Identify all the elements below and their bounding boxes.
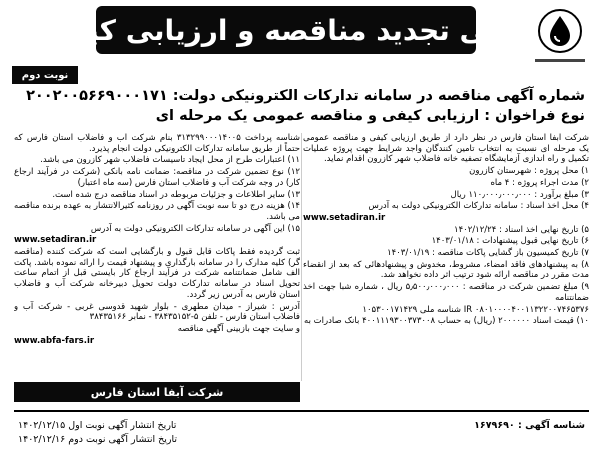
first-publish-date: تاریخ انتشار آگهی نوبت اول ۱۴۰۲/۱۲/۱۵ xyxy=(18,420,177,431)
company-name-bar: شرکت آبفا استان فارس xyxy=(14,382,300,402)
logo-caption xyxy=(531,56,589,68)
left-column xyxy=(14,133,300,401)
item-documents-deadline: ۵) تاریخ نهایی اخذ اسناد : ۱۴۰۲/۱۲/۲۴ xyxy=(454,224,589,235)
item-invalid-bids: ۸) به پیشنهادهای فاقد امضاء، مشروط، مخدوش و پیشنهادهائی که بعد از انقضاء مدت مقرر در مناقصه ارائه شود ترتیب اثر داده نخواهد شد. xyxy=(303,259,589,281)
item-opening-date: ۷) تاریخ کمیسیون باز گشایی پاکات مناقصه : ۱۴۰۳/۰۱/۱۹ xyxy=(387,248,589,259)
water-drop-emblem-icon xyxy=(537,8,583,54)
title-banner xyxy=(39,6,533,54)
item-funding: ۱۱) اعتبارات طرح از محل ایجاد تاسیسات فاضلاب شهر کازرون می باشد. xyxy=(40,155,300,166)
item-guarantee-amount: ۹) مبلغ تضمین شرکت در مناقصه : ۵٫۵۰۰٫۰۰۰٫۰۰۰ ریال ، شماره شبا جهت اخذ ضمانتنامه xyxy=(303,282,589,303)
item-other-info: ۱۳) سایر اطلاعات و جزئیات مربوطه در اسناد مناقصه درج شده است. xyxy=(52,189,300,200)
right-column xyxy=(303,133,589,401)
notice-title: آگهی تجدید مناقصه و ارزیابی کیفی xyxy=(39,13,533,47)
publish-dates xyxy=(18,420,178,445)
round-badge: نوبت دوم xyxy=(12,66,78,84)
item-guarantee-type: ۱۲) نوع تضمین شرکت در مناقصه: ضمانت نامه بانکی (شرکت در فرآیند ارجاع کار) در وجه شرکت آب و فاضلاب استان فارس (سه ماه اعتبار) xyxy=(14,167,300,188)
call-type-headline: نوع فراخوان : ارزیابی کیفی و مناقصه عمومی یک مرحله ای xyxy=(155,108,585,124)
notice-id: شناسه آگهی : ۱۶۷۹۶۹۰ xyxy=(474,420,585,431)
item-estimate: ۳) مبلغ برآورد : ۱۱۰٫۰۰۰٫۰۰۰٫۰۰۰ ریال xyxy=(450,189,589,200)
item-project-location: ۱) محل پروژه : شهرستان کازرون xyxy=(469,166,589,177)
payment-id-paragraph: شناسه پرداخت ۳۱۳۲۹۹۰۰۰۱۴۰۰۵ بنام شرکت آب و فاضلاب استان فارس که حتماً از طریق سامانه تدارکات الکترونیکی دولت انجام پذیرد. xyxy=(14,133,300,154)
setadiran-link[interactable]: www.setadiran.ir xyxy=(303,212,386,223)
setadiran-link-2[interactable]: www.setadiran.ir xyxy=(14,235,97,246)
abfa-fars-link[interactable]: www.abfa-fars.ir xyxy=(14,335,95,346)
second-publish-date: تاریخ انتشار آگهی نوبت دوم ۱۴۰۲/۱۲/۱۶ xyxy=(18,434,178,445)
item-registration: ۱۵) این آگهی در سامانه تدارکات الکترونیکی دولت به آدرس xyxy=(90,223,300,234)
item-bids-deadline: ۶) تاریخ نهایی قبول پیشنهادات : ۱۴۰۳/۰۱/۱۸ xyxy=(431,236,589,247)
item-ad-cost: ۱۴) هزینه درج دو تا سه نوبت آگهی در روزنامه کثیرالانتشار به عهده برنده مناقصه می باشد. xyxy=(14,201,300,222)
item-sheba-number: IR ۰۸۰۱۰۰۰۰۴۰۰۱۱۳۲۲۰۰۷۴۶۵۳۷۶ شناسه ملی ۱۰۵۳۰۰۱۷۱۴۲۹ xyxy=(362,304,589,315)
item-document-price: ۱۰) قیمت اسناد ۲۰۰۰۰۰۰ (ریال) به حساب ۴۰۰۱۱۱۹۳۰۰۳۷۳۰۰۸ بانک صادرات به xyxy=(304,316,589,327)
item-website-note: و سایت جهت بازبینی آگهی مناقصه xyxy=(177,323,300,334)
footer xyxy=(14,410,589,452)
item-address: آدرس : شیراز - میدان مطهری - بلوار شهید قدوسی غربی - شرکت آب و فاضلاب استان فارس - تلفن ۵-۳۸۴۳۵۱۵۲ - نمابر ۳۸۴۳۵۱۶۶ xyxy=(14,301,300,323)
intro-paragraph: شرکت آبفا استان فارس در نظر دارد از طریق ارزیابی کیفی و مناقصه عمومی یک مرحله ای نسبت به انتخاب تامین کنندگان واجد شرایط جهت پروژه عملیات تکمیل و راه اندازی آزمایشگاه تصفیه خانه فاضلاب شهر کازرون اقدام نماید. xyxy=(303,133,589,165)
item-duration: ۲) مدت اجراء پروژه : ۴ ماه xyxy=(490,177,589,188)
item-envelopes: ثبت گردیده فقط پاکات قابل قبول و بارگشایی است که شرکت کننده (مناقصه گر) کلیه مدارک را در سامانه بارگذاری و پیشنهاد قیمت را ارائه نموده باشد. پاکت الف شامل ضمانتنامه شرکت در فرآیند ارجاع کار بایستی قبل از اتمام ساعت تحویل اسناد در سامانه تدارکات دولت تحویل دبیرخانه شرکت آب و فاضلاب استان فارس به آدرس زیر گردد. xyxy=(14,247,300,300)
tender-number-headline: شماره آگهی مناقصه در سامانه تدارکات الکترونیکی دولت: ۲۰۰۲۰۰۵۶۶۹۰۰۰۱۷۱ xyxy=(26,88,585,104)
abfa-logo xyxy=(531,8,589,70)
column-divider xyxy=(301,133,302,381)
item-documents-location: ۴) محل اخذ اسناد : سامانه تدارکات الکترونیکی دولت به آدرس xyxy=(368,201,589,212)
